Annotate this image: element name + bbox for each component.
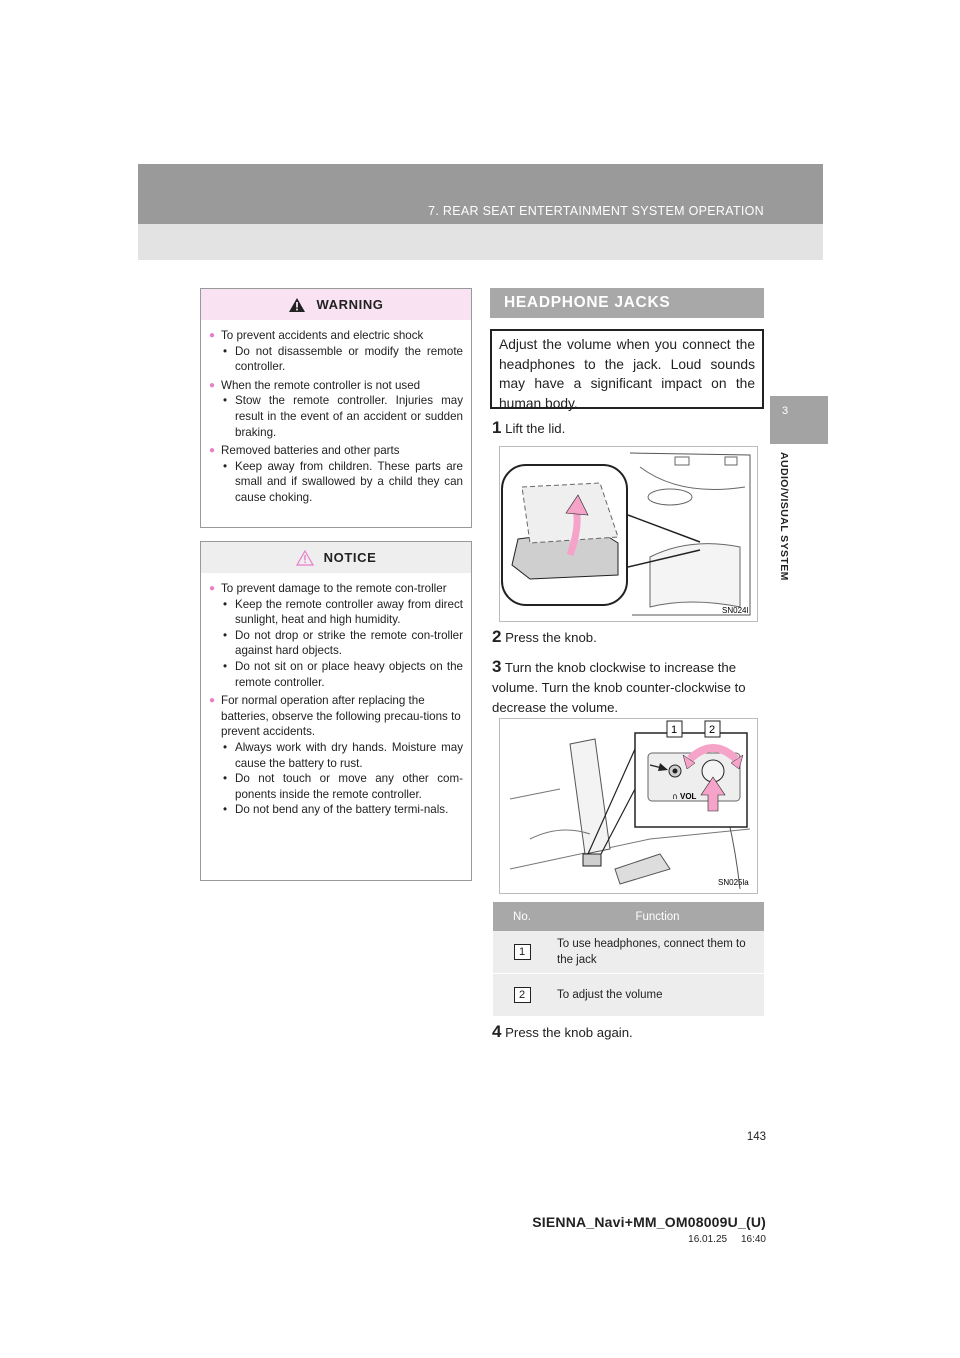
warning-header bbox=[201, 289, 471, 320]
list-item bbox=[209, 378, 463, 440]
list-item-text: To prevent damage to the remote con-troller bbox=[221, 582, 447, 595]
chapter-number: 3 bbox=[782, 405, 789, 417]
step-text: Turn the knob clockwise to increase the volume. Turn the knob counter-clockwise to decrease the volume. bbox=[492, 660, 746, 715]
row-number-cell bbox=[493, 931, 551, 974]
sub-item: • Always work with dry hands. Moisture may cause the battery to rust. bbox=[221, 740, 463, 771]
sub-item: • Do not drop or strike the remote con-troller against hard objects. bbox=[221, 628, 463, 659]
section-heading: HEADPHONE JACKS bbox=[490, 288, 764, 318]
row-number-cell bbox=[493, 974, 551, 1017]
figure-code: SN025la bbox=[718, 878, 749, 887]
step-number: 4 bbox=[492, 1022, 502, 1041]
notice-header bbox=[201, 542, 471, 573]
step-number: 2 bbox=[492, 627, 502, 646]
number-box: 2 bbox=[514, 987, 531, 1003]
step-number: 3 bbox=[492, 657, 502, 676]
notice-box bbox=[200, 541, 472, 881]
page-number: 143 bbox=[746, 1131, 766, 1143]
list-item-text: For normal operation after replacing the batteries, observe the following precau-tions to prevent accidents. bbox=[221, 694, 461, 739]
step-text: Press the knob again. bbox=[505, 1025, 633, 1040]
sub-item: • Do not sit on or place heavy objects on the remote controller. bbox=[221, 659, 463, 690]
headphone-icon: ∩ bbox=[672, 792, 678, 801]
volume-knob-illustration bbox=[499, 718, 758, 894]
function-cell: To use headphones, connect them to the jack bbox=[551, 931, 764, 974]
callout-2: 2 bbox=[709, 724, 716, 736]
sub-item: • Keep the remote controller away from direct sunlight, heat and high humidity. bbox=[221, 597, 463, 628]
list-item-text: When the remote controller is not used bbox=[221, 378, 421, 392]
table-header-row bbox=[493, 902, 764, 931]
header-subband bbox=[138, 224, 823, 260]
number-box: 1 bbox=[514, 944, 531, 960]
col-no-header: No. bbox=[493, 902, 551, 931]
warning-title: WARNING bbox=[316, 297, 384, 312]
lift-lid-illustration bbox=[499, 446, 758, 622]
list-item bbox=[209, 693, 463, 818]
step-4 bbox=[492, 1022, 633, 1043]
sub-item: • Do not bend any of the battery termi-nals. bbox=[221, 802, 463, 818]
list-item-text: To prevent accidents and electric shock bbox=[221, 329, 424, 342]
table-row bbox=[493, 974, 764, 1017]
step-2 bbox=[492, 627, 597, 648]
document-code: SIENNA_Navi+MM_OM08009U_(U) bbox=[532, 1214, 766, 1230]
warning-list bbox=[201, 320, 471, 506]
chapter-label-wrap bbox=[768, 452, 798, 612]
chapter-label: AUDIO/VISUAL SYSTEM bbox=[778, 452, 790, 581]
col-function-header: Function bbox=[551, 902, 764, 931]
list-item-text: Removed batteries and other parts bbox=[221, 444, 400, 458]
chapter-tab bbox=[770, 396, 828, 444]
step-number: 1 bbox=[492, 418, 502, 437]
step-3 bbox=[492, 657, 766, 718]
function-cell: To adjust the volume bbox=[551, 974, 764, 1017]
list-item bbox=[209, 581, 463, 690]
step-text: Press the knob. bbox=[505, 630, 597, 645]
list-item bbox=[209, 328, 463, 375]
intro-callout: Adjust the volume when you connect the headphones to the jack. Loud sounds may have a significant impact on the human body. bbox=[490, 329, 764, 409]
vol-label: VOL bbox=[680, 792, 697, 801]
step-text: Lift the lid. bbox=[505, 421, 566, 436]
table-row bbox=[493, 931, 764, 974]
step-1 bbox=[492, 418, 565, 439]
sub-item: • Keep away from children. These parts are small and if swallowed by a child they can cause choking. bbox=[221, 459, 463, 506]
caution-icon bbox=[296, 550, 314, 566]
sub-item: • Do not disassemble or modify the remote controller. bbox=[221, 344, 463, 375]
sub-item: • Do not touch or move any other com-ponents inside the remote controller. bbox=[221, 771, 463, 802]
notice-list bbox=[201, 573, 471, 818]
warning-icon bbox=[288, 297, 306, 313]
notice-title: NOTICE bbox=[323, 550, 377, 565]
function-table bbox=[493, 902, 764, 1016]
warning-box bbox=[200, 288, 472, 528]
list-item bbox=[209, 443, 463, 505]
print-stamp: 16.01.25 16:40 bbox=[688, 1234, 766, 1245]
section-title: 7. REAR SEAT ENTERTAINMENT SYSTEM OPERATION bbox=[428, 204, 764, 218]
sub-item: • Stow the remote controller. Injuries may result in the event of an accident or sudden braking. bbox=[221, 393, 463, 440]
callout-1: 1 bbox=[671, 724, 678, 736]
figure-code: SN024l bbox=[722, 606, 749, 615]
